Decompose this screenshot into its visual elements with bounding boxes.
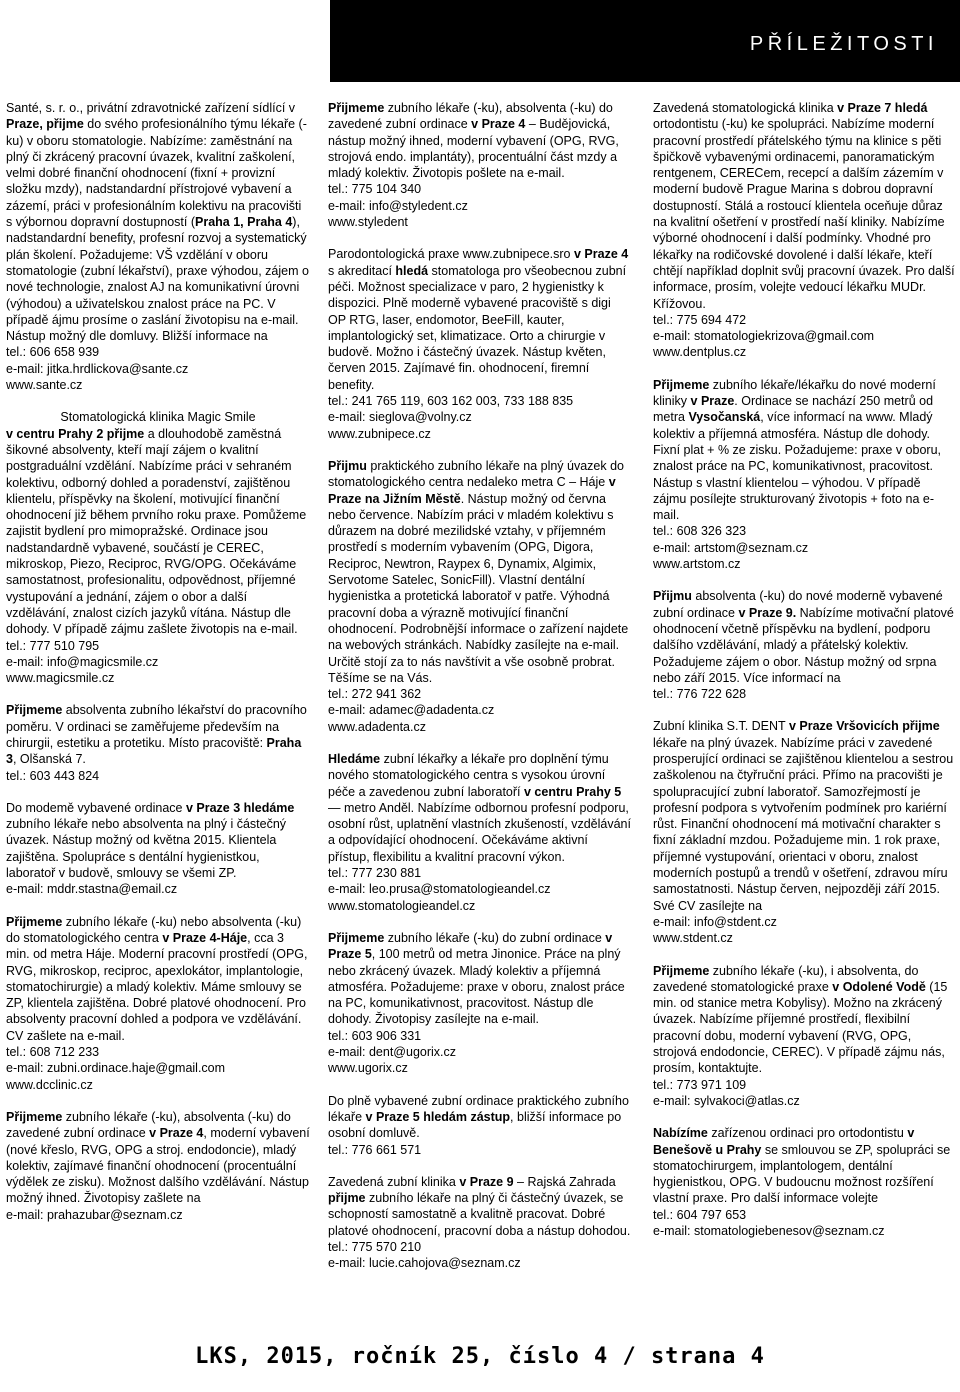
ad-text-bold: Přijmeme bbox=[6, 1109, 63, 1124]
ad-text-run: , moderní vybavení (nové křeslo, RVG, OPG a stroj. endodoncie), mladý kolektiv, zajímavé finanční ohodnocení (procentuální výdělek ze zisku). Možnost dalšího vzdělávání. Nástup možný ihned. Životopisy zašlete na bbox=[6, 1126, 310, 1206]
ad-text-bold: hledá bbox=[395, 263, 429, 278]
ad-text bbox=[653, 963, 956, 1077]
ad-contact: tel.: 606 658 939 bbox=[6, 345, 100, 360]
ad-contact: tel.: 272 941 362 bbox=[328, 687, 422, 702]
ad-text bbox=[6, 1109, 310, 1207]
job-ad bbox=[328, 246, 632, 442]
job-ad bbox=[328, 1093, 632, 1158]
job-ad bbox=[653, 1125, 956, 1239]
ad-contact: e-mail: zubni.ordinace.haje@gmail.com bbox=[6, 1061, 226, 1076]
ad-text bbox=[328, 930, 632, 1028]
ad-contact: tel.: 776 722 628 bbox=[653, 687, 747, 702]
job-ad bbox=[328, 458, 632, 735]
ad-text-bold: v centru Prahy 5 bbox=[523, 784, 622, 799]
ad-text-bold: v Praze 7 hledá bbox=[837, 101, 928, 115]
ad-text bbox=[6, 426, 310, 638]
ad-text-bold: Vysočanská bbox=[688, 410, 761, 425]
ad-contact: e-mail: sylvakoci@atlas.cz bbox=[653, 1093, 800, 1108]
column-2 bbox=[328, 100, 632, 1272]
ad-text-run: zubního lékaře/lékařku do nové moderní kliniky bbox=[653, 377, 936, 409]
ad-text-run: ortodontistu (-ku) ke spolupráci. Nabízíme moderní pracovní prostředí přátelského týmu na klinice s pěti špičkově vybavenými ordinacemi, panoramatickým rentgenem, CERECem, recepcí a dalším zázemím v moderní budově Prague Marina s dobrou dopravní dostupností. Stálá a rostoucí klientela oceňuje důraz na kvalitní ošetření v prostředí naší kliniky. Nabízíme výborné ohodnocení i další podmínky. Vhodné pro lékařky na rodičovské dovolené i další lékaře, kteří chtějí například doplnit svůj pracovní úvazek. Pro další informace, prosím, volejte vedoucí lékařku MUDr. Křížovou. bbox=[653, 117, 955, 311]
ad-text-run: – Rajská Zahrada bbox=[513, 1174, 616, 1189]
ad-text-run: zubního lékaře nebo absolventa na plný i částečný úvazek. Nástup možný od května 2015. Klientela zajištěna. Spolupráce s dentální hygienistkou, laboratoř v budově, smlouvy se všemi ZP. bbox=[6, 817, 287, 881]
ad-text-bold: Přijmeme bbox=[6, 703, 63, 718]
ad-text-run: zubního lékaře na plný či částečný úvazek, se schopností samostatně a kvalitně pracovat. Dobré platové ohodnocení, pracovní doba a nástup dohodou. bbox=[328, 1191, 631, 1238]
ad-text bbox=[328, 246, 632, 393]
ad-contact: www.stdent.cz bbox=[653, 931, 733, 946]
ad-text-run: zubního lékaře (-ku) do zubní ordinace bbox=[384, 930, 606, 945]
job-ad bbox=[6, 1109, 310, 1223]
job-ad bbox=[6, 800, 310, 898]
ad-text-run: lékaře na plný úvazek. Nabízíme práci v zavedené prosperující ordinaci se zajištěnou klientelou a sestrou zaškolenou na čtyřruční práci. Přímo na pracovišti je spolupracující zubní laboratoř. Samozřejmostí je profesní podpora s vytvořením podmínek pro kariérní růst. Finanční ohodnocení má motivační charakter s fixní základní mzdou. Požadujeme min. 1 rok praxe, příjemné vystupování, orientaci v oboru, znalost moderních postupů a trendů v ošetření, zdravou míru samostatnosti. Nástup červen, nejpozději září 2015. Své CV zasílejte na bbox=[653, 735, 954, 913]
ad-contact: tel.: 775 104 340 bbox=[328, 182, 422, 197]
ad-text bbox=[328, 751, 632, 865]
ad-text-run: absolventa zubního lékařství do pracovního poměru. V ordinaci se zaměřujeme především na chirurgii, estetiku a protetiku. Místo pracoviště: bbox=[6, 703, 307, 750]
ad-text-run: , bližší informace po osobní domluvě. bbox=[328, 1109, 622, 1141]
ad-text-run: zařízenou ordinaci pro ortodontistu bbox=[707, 1126, 908, 1141]
ad-text-bold: Přijmu bbox=[653, 589, 692, 604]
ad-contact: tel.: 777 510 795 bbox=[6, 638, 100, 653]
job-ad bbox=[653, 377, 956, 573]
job-ad bbox=[653, 588, 956, 702]
ad-contact: e-mail: info@magicsmile.cz bbox=[6, 654, 159, 669]
job-ad bbox=[653, 963, 956, 1110]
ad-text-bold: Přijmeme bbox=[328, 101, 385, 115]
ad-text-bold: Přijmeme bbox=[6, 914, 63, 929]
ad-text-bold: Praha 3 bbox=[6, 735, 302, 767]
ad-text-bold: v Praze 4-Háje bbox=[162, 930, 248, 945]
ad-text bbox=[653, 588, 956, 686]
ad-contact: tel.: 241 765 119, 603 162 003, 733 188 835 bbox=[328, 394, 574, 409]
ad-contact: www.magicsmile.cz bbox=[6, 671, 115, 686]
ad-text-run: – Budějovická, nástup možný ihned, moderní vybavení (OPG, RVG, strojová endo. implantáty), procentuální část mzdy a mladý kolektiv. Životopis pošlete na e-mail. bbox=[328, 117, 619, 181]
ad-text-run: zubního lékaře (-ku), absolventa (-ku) do zavedené zubní ordinace bbox=[328, 101, 613, 132]
ad-text bbox=[653, 718, 956, 914]
ad-text bbox=[6, 914, 310, 1044]
job-ad bbox=[328, 1174, 632, 1272]
ad-text-run: Santé, s. r. o., privátní zdravotnické zařízení sídlící v bbox=[6, 101, 296, 115]
ad-text bbox=[328, 1093, 632, 1142]
ad-contact: e-mail: info@styledent.cz bbox=[328, 198, 468, 213]
ad-text-bold: Praha 1, Praha 4 bbox=[195, 215, 293, 230]
ad-text-run: zubního lékaře (-ku) nebo absolventa (-ku) do stomatologického centra bbox=[6, 914, 302, 945]
job-ad bbox=[328, 751, 632, 914]
ad-text bbox=[328, 458, 632, 686]
ad-contact: tel.: 603 906 331 bbox=[328, 1028, 422, 1043]
ad-text-run: . Nástup možný od června nebo července. Nabízím práci v mladém kolektivu s důrazem na dobré mezilidské vztahy, v příjemném prostředí s moderním vybavením (OPG, Digora, Reciproc, Newtron, Raypex 6, Dynamix, Algimix, Servotome Satelec, SonicFill). Vlastní dentální hygienistka a protetická laboratoř v patře. Výhodná pracovní doba a výrazně motivující finanční ohodnocení. Podrobnější informace o zařízení najdete na webových stránkách. Nabídky zasílejte na e-mail. Určitě stojí za to nás navštívit a vše osobně probrat. Těšíme se na Vás. bbox=[328, 491, 629, 685]
ad-text-run: Parodontologická praxe www.zubnipece.sro bbox=[328, 247, 574, 262]
ad-contact: tel.: 603 443 824 bbox=[6, 768, 100, 783]
ad-text bbox=[6, 100, 310, 344]
ad-contact: e-mail: lucie.cahojova@seznam.cz bbox=[328, 1256, 521, 1271]
page-footer: LKS, 2015, ročník 25, číslo 4 / strana 4 bbox=[195, 1344, 765, 1369]
ad-contact: tel.: 776 661 571 bbox=[328, 1142, 422, 1157]
ad-text-run: praktického zubního lékaře na plný úvazek do stomatologického centra nedaleko metra C – Háje bbox=[328, 458, 625, 490]
ad-text-bold: Přijmeme bbox=[328, 930, 385, 945]
ad-text-bold: Hledáme bbox=[328, 751, 381, 766]
job-ad bbox=[328, 100, 632, 230]
ad-contact: e-mail: mddr.stastna@email.cz bbox=[6, 882, 178, 897]
ad-text-run: zubního lékaře (-ku), absolventa (-ku) do zavedené zubní ordinace bbox=[6, 1109, 291, 1141]
ad-text-bold: Přijmeme bbox=[653, 963, 710, 978]
ad-text-bold: v Praze 4 bbox=[573, 247, 629, 262]
ad-text bbox=[328, 100, 632, 181]
ad-text-bold: v Praze 9 bbox=[459, 1174, 514, 1189]
ad-text-run: ), nadstandardní benefity, profesní rozvoj a systematický plán školení. Požadujeme: VŠ vzdělání v oboru stomatologie (zubní lékařství), praxe výhodou, zájem o nové technologie, znalost AJ na komunikativní úrovni (výhodou) a uživatelskou znalost práce na PC. V případě ájmu prosíme o zaslání životopisu na e-mail. Nástup možný dle domluvy. Bližší informace na bbox=[6, 215, 309, 344]
ad-contact: tel.: 604 797 653 bbox=[653, 1207, 747, 1222]
ad-text-run: stomatologa pro všeobecnou zubní péči. Možnost specializace v paro, 2 hygienistky k dispozici. Plně moderně vybavené pracoviště s digi OP RTG, laser, endomotor, BeeFill, kauter, implantologický set, klimatizace. Orto a chirurgie v budově. Možno i částečný úvazek. Nástup květen, červen 2015. Zajímavé fin. ohodnocení, firemní benefity. bbox=[328, 263, 627, 392]
ad-text-run: Do modemě vybavené ordinace bbox=[6, 800, 186, 815]
ad-text-run: s akreditací bbox=[328, 263, 396, 278]
ad-contact: e-mail: stomatologiebenesov@seznam.cz bbox=[653, 1224, 885, 1238]
header-banner bbox=[330, 0, 960, 82]
ad-text-run: — metro Anděl. Nabízíme odbornou profesní podporu, osobní růst, uplatnění vlastních zkušeností, vzdělávání a odpovídající ohodnocení. Očekáváme aktivní přístup, flexibilitu a kvalitní pracovní výkon. bbox=[328, 800, 631, 864]
ad-text-run: se smlouvou se ZP, spolupráci se stomatochirurgem, implantologem, dentální hygienistkou, OPG. V budoucnu možnost rozšíření vlastní praxe. Pro další informace volejte bbox=[653, 1142, 951, 1206]
ad-heading: Stomatologická klinika Magic Smile bbox=[60, 410, 256, 425]
ad-contact: www.zubnipece.cz bbox=[328, 426, 431, 441]
ad-contact: tel.: 608 326 323 bbox=[653, 524, 747, 539]
ad-contact: www.dentplus.cz bbox=[653, 345, 747, 360]
ad-contact: www.dcclinic.cz bbox=[6, 1077, 93, 1092]
ad-text-bold: v Praze Vršovicích přijme bbox=[788, 719, 940, 734]
ad-text-run: . Ordinace se nachází 250 metrů od metra bbox=[653, 394, 934, 425]
job-ad bbox=[653, 100, 956, 361]
ad-contact: www.artstom.cz bbox=[653, 557, 741, 572]
job-ad bbox=[6, 100, 310, 393]
ad-text-bold: v Praze 5 hledám zástup bbox=[365, 1109, 511, 1124]
ad-text-bold: v Praze 3 hledáme bbox=[185, 800, 295, 815]
job-ad bbox=[6, 409, 310, 686]
ad-contact: tel.: 775 570 210 bbox=[328, 1240, 422, 1254]
ad-text bbox=[653, 100, 956, 312]
ad-contact: tel.: 777 230 881 bbox=[328, 866, 422, 881]
ad-text-run: , Olšanská 7. bbox=[12, 752, 86, 767]
ad-text bbox=[6, 800, 310, 881]
job-ad bbox=[6, 702, 310, 783]
ad-text-bold: v Praze 9. bbox=[738, 605, 797, 620]
ad-text-bold: v Benešově u Prahy bbox=[653, 1126, 915, 1157]
ad-text-bold: Přijmu bbox=[328, 458, 367, 473]
ad-text bbox=[653, 1125, 956, 1206]
ad-contact: e-mail: adamec@adadenta.cz bbox=[328, 703, 495, 718]
ad-contact: www.stomatologieandel.cz bbox=[328, 898, 476, 913]
ad-contact: www.adadenta.cz bbox=[328, 719, 426, 734]
ad-contact: tel.: 608 712 233 bbox=[6, 1045, 100, 1060]
ad-text-run: Do plně vybavené zubní ordinace praktického zubního lékaře bbox=[328, 1093, 629, 1124]
ad-text-bold: v Praze 5 bbox=[328, 930, 613, 962]
ad-text-bold: v Praze 4 bbox=[471, 117, 526, 132]
ad-contact: e-mail: prahazubar@seznam.cz bbox=[6, 1207, 183, 1222]
ad-text-run: Zavedená stomatologická klinika bbox=[653, 101, 838, 115]
ad-text bbox=[653, 377, 956, 524]
ad-text-run: Nabízíme motivační platové ohodnocení včetně příspěvku na bydlení, podporu dalšího vzdělávání, mladý a přátelský kolektiv. Požadujeme zájem o obor. Nástup možný od srpna nebo září 2015. Více informací na bbox=[653, 605, 954, 685]
ad-contact: e-mail: jitka.hrdlickova@sante.cz bbox=[6, 361, 189, 376]
column-1 bbox=[6, 100, 310, 1223]
ad-text-bold: v centru Prahy 2 přijme bbox=[6, 426, 145, 441]
ad-text-run: zubní lékařky a lékaře pro doplnění týmu nového stomatologického centra s vysokou úrovní péče a zavedenou zubní laboratoří bbox=[328, 751, 609, 799]
ad-text-bold: Nabízíme bbox=[653, 1126, 708, 1141]
ad-contact: www.ugorix.cz bbox=[328, 1061, 408, 1076]
ad-text-bold: v Praze bbox=[690, 394, 735, 409]
job-ad bbox=[6, 914, 310, 1093]
ad-contact: e-mail: artstom@seznam.cz bbox=[653, 540, 809, 555]
ad-contact: www.styledent bbox=[328, 215, 408, 230]
ad-text-bold: v Praze 4 bbox=[149, 1126, 204, 1141]
ad-text-run: absolventa (-ku) do nové moderně vybavené zubní ordinace bbox=[653, 589, 943, 620]
ad-contact: e-mail: leo.prusa@stomatologieandel.cz bbox=[328, 882, 551, 897]
job-ad bbox=[653, 718, 956, 946]
ad-text-run: , 100 metrů od metra Jinonice. Práce na plný nebo zkrácený úvazek. Mladý kolektiv a příjemná atmosféra. Požadujeme: praxe v oboru, znalost práce na PC, komunikativnost, pracovitost. Nástup dle dohody. Životopisy zasílejte na e-mail. bbox=[328, 947, 625, 1027]
ad-text-bold: přijme bbox=[328, 1191, 366, 1206]
job-ad bbox=[328, 930, 632, 1077]
ad-contact: e-mail: sieglova@volny.cz bbox=[328, 410, 472, 425]
ad-text-run: zubního lékaře (-ku), i absolventa, do zavedené stomatologické praxe bbox=[653, 963, 919, 994]
ad-text-run: (15 min. od stanice metra Kobylisy). Možno na zkrácený úvazek. Nabízíme příjemné prostředí, flexibilní pracovní dobu, moderní vybavení (RVG, OPG, strojová endodoncie, CEREC). V případě zájmu nás, prosím, kontaktujte. bbox=[653, 979, 948, 1076]
column-3 bbox=[653, 100, 956, 1239]
ad-text bbox=[328, 1174, 632, 1239]
ad-text-run: Zubní klinika S.T. DENT bbox=[653, 719, 789, 734]
ad-contact: tel.: 775 694 472 bbox=[653, 312, 747, 327]
ad-text-bold: v Odolené Vodě bbox=[832, 979, 926, 994]
ad-text-run: , více informací na www. Mladý kolektiv a příjemná atmosféra. Nástup dle dohody. Fixní plat + % ze zisku. Požadujeme: praxe v oboru, znalost práce na PC, komunikativnost, pracovitost. Nástup s vlastní klientelou – výhodou. V případě zájmu posílejte strukturovaný životopis + foto na e-mail. bbox=[653, 410, 941, 523]
ad-text bbox=[6, 702, 310, 767]
ad-contact: www.sante.cz bbox=[6, 378, 83, 393]
ad-contact: tel.: 773 971 109 bbox=[653, 1077, 747, 1092]
ad-text-bold: Praze, přijme bbox=[6, 117, 84, 132]
ad-text-run: do svého profesionálního týmu lékaře (-ku) v oboru stomatologie. Nabízíme: zaměstnání na plný či zkrácený pracovní úvazek, kvalitní zaškolení, velmi dobré finanční ohodnocení (fixní + provizní složku mzdy), nadstandardní přístrojové vybavení a zázemí, práci v profesionálním kolektivu na pracovišti s výbornou dopravní dostupností ( bbox=[6, 117, 307, 230]
ad-text-bold: Přijmeme bbox=[653, 377, 710, 392]
ad-contact: e-mail: stomatologiekrizova@gmail.com bbox=[653, 329, 875, 344]
ad-contact: e-mail: dent@ugorix.cz bbox=[328, 1045, 457, 1060]
ad-text-run: a dlouhodobě zaměstná šikovné absolventy, kteří mají zájem o kvalitní postgraduální vzdělání. Nabízíme práci v sehraném kolektivu, odborný dohled a poradenství, zajištěnou klientelu, příspěvky na školení, motivující finanční ohodnocení již během prvního roku praxe. Pomůžeme zajistit bydlení pro mimopražské. Ordinace jsou nadstandardně vybavené, součástí je CEREC, mikroskop, Piezo, Reciproc, RVG/OPG. Očekáváme samostatnost, profesionalitu, odpovědnost, příjemné vystupování a jednání, zájem o obor a další vzdělávání, znalost cizích jazyků vítána. Nástup dle dohody. V případě zájmu zašlete životopis na e-mail. bbox=[6, 426, 307, 637]
ad-text-bold: v Praze na Jižním Městě bbox=[328, 475, 616, 506]
ad-text-run: Zavedená zubní klinika bbox=[328, 1174, 460, 1189]
ad-text-run: , cca 3 min. od metra Háje. Moderní pracovní prostředí (OPG, RVG, mikroskop, reciproc, apexlokátor, implantologie, stomatochirurgie) a mladý kolektiv. Máme smlouvy se ZP, klientela zajištěna. Dobré platové ohodnocení. Pro absolventy pracovní dohled a podpora ve vzdělávání. CV zašlete na e-mail. bbox=[6, 930, 308, 1043]
page-title: PŘÍLEŽITOSTI bbox=[749, 33, 938, 55]
ad-contact: e-mail: info@stdent.cz bbox=[653, 914, 777, 929]
